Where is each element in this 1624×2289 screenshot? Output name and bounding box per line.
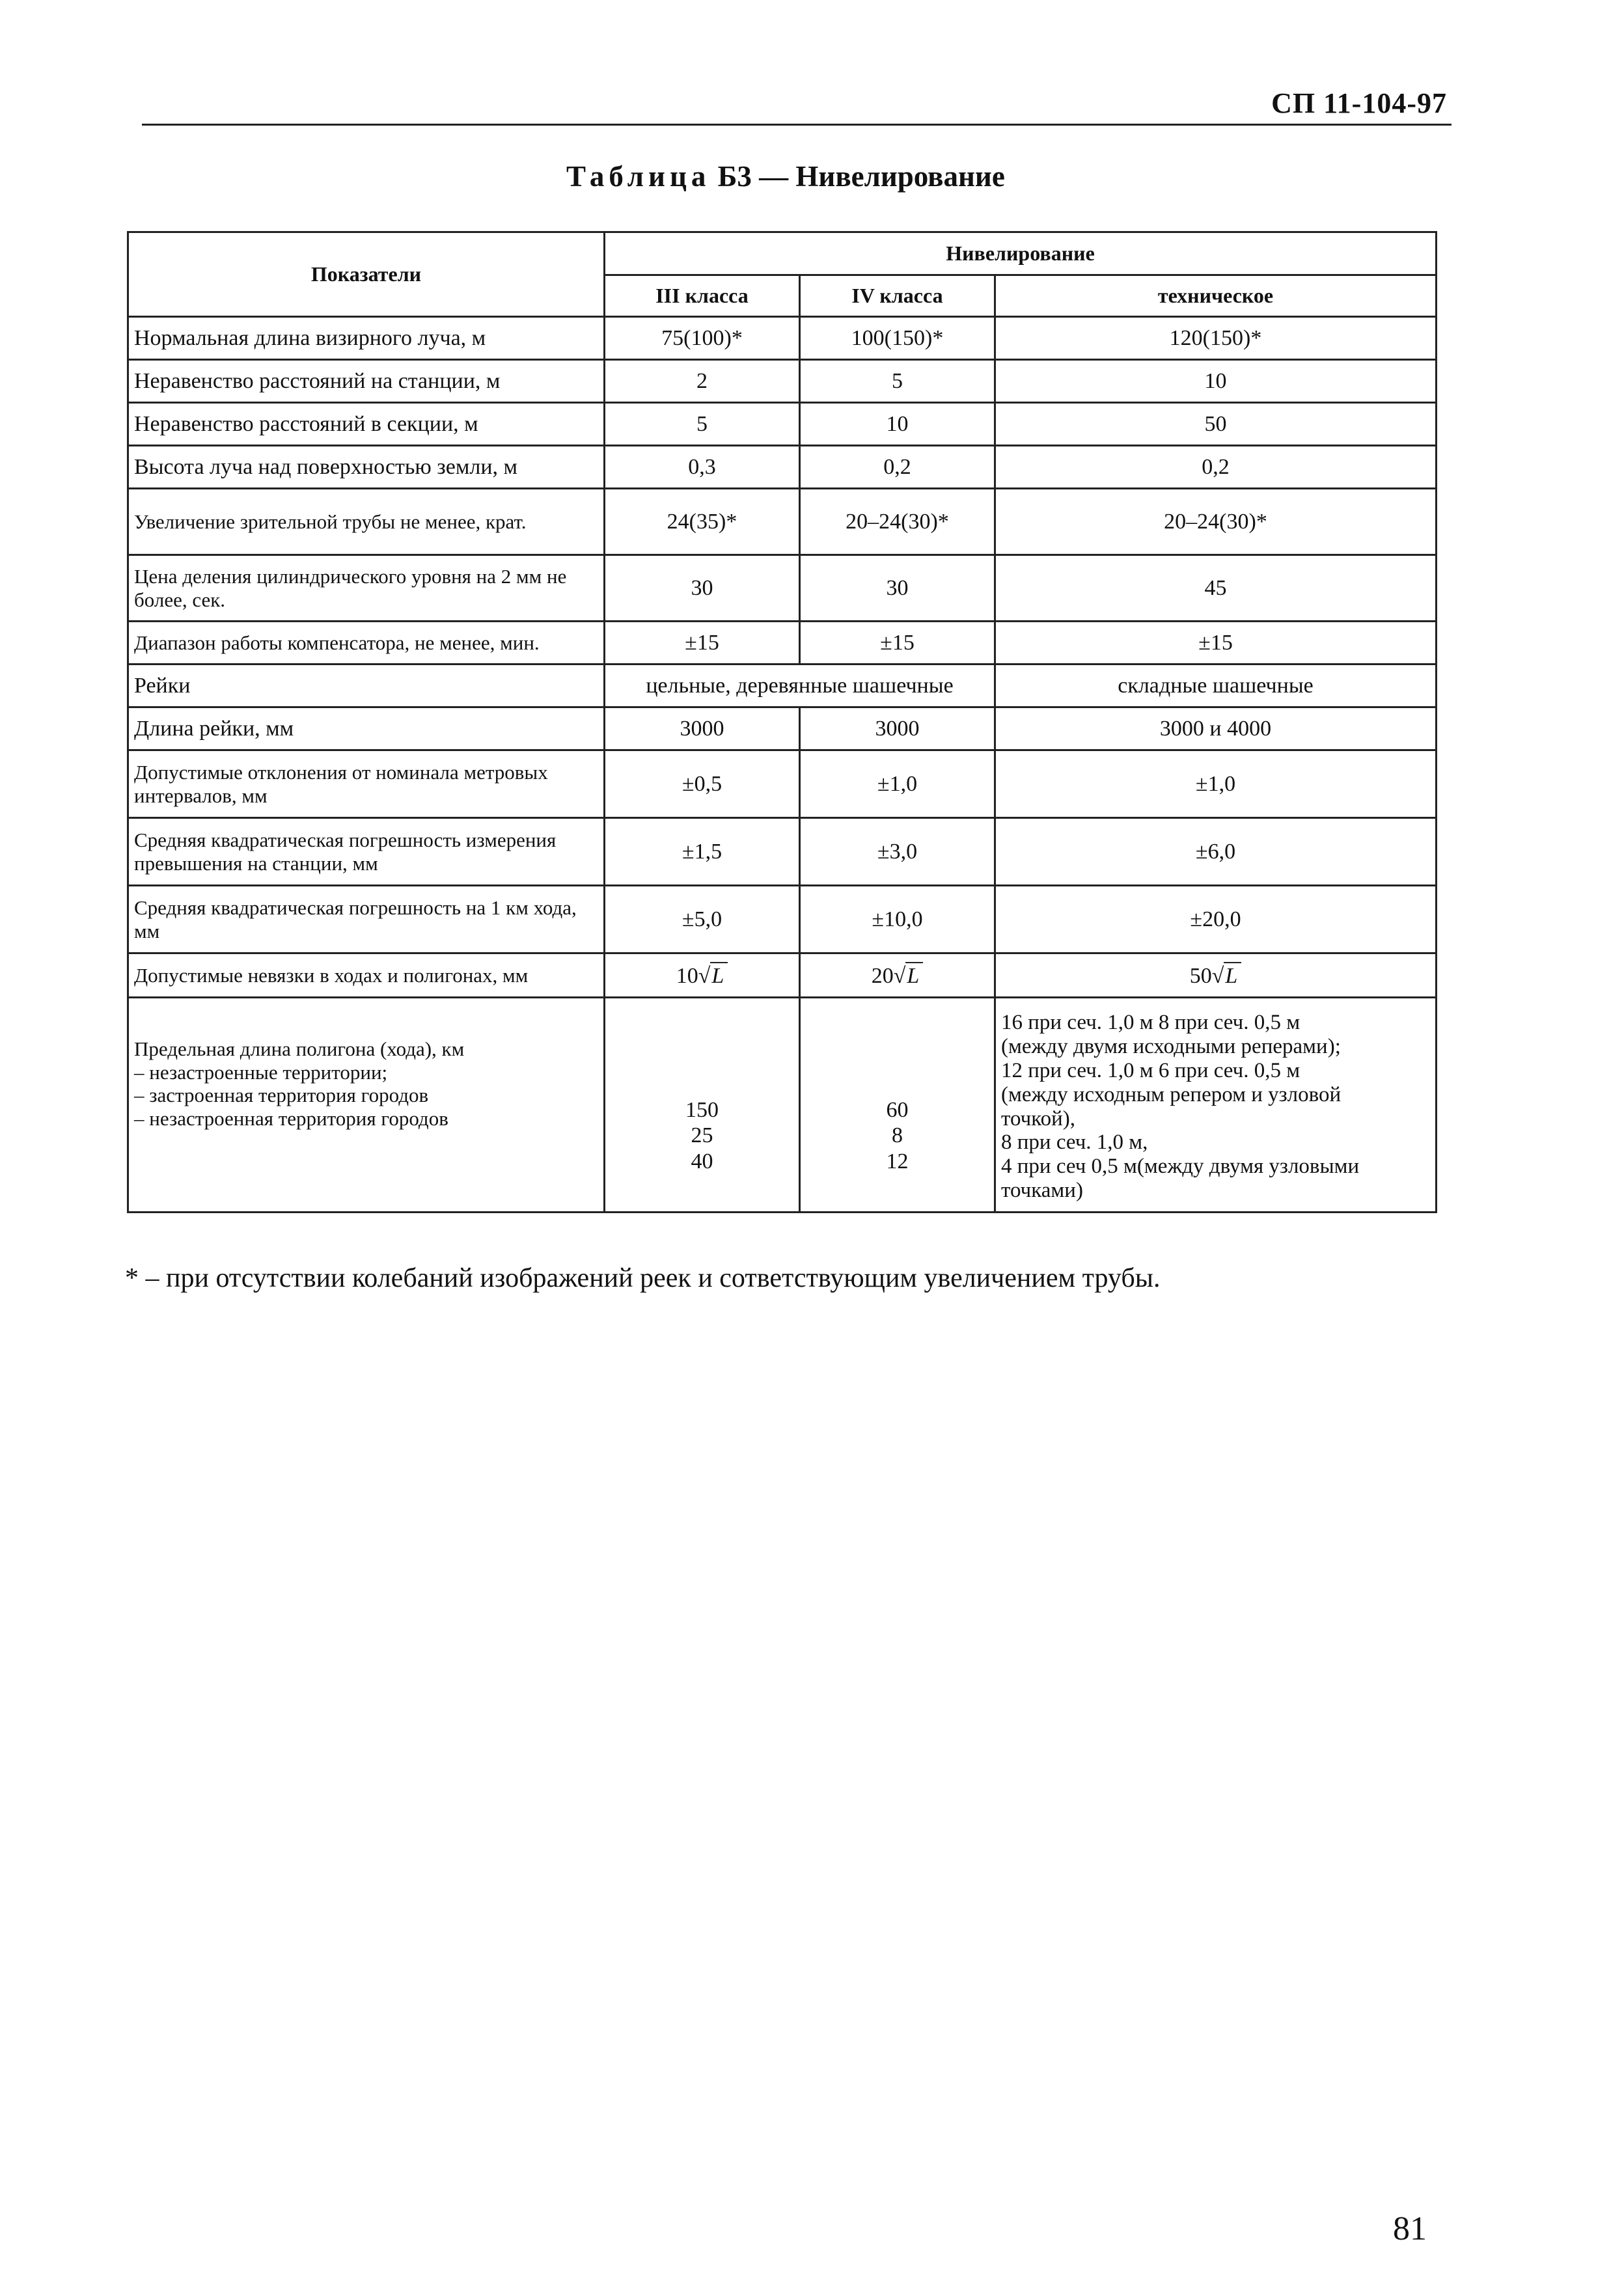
technical-note-line: 8 при сеч. 1,0 м, bbox=[1001, 1131, 1148, 1155]
table-body bbox=[128, 232, 1437, 1213]
sqrt-formula bbox=[1190, 964, 1242, 988]
technical-note-line: 12 при сеч. 1,0 м 6 при сеч. 0,5 м bbox=[1001, 1058, 1301, 1082]
table-row bbox=[128, 555, 1437, 622]
cell-technical: ±1,0 bbox=[995, 750, 1437, 818]
table-row-misclosure bbox=[128, 953, 1437, 998]
cell-class4: ±3,0 bbox=[800, 818, 995, 886]
cell-class3: 2 bbox=[605, 360, 800, 403]
polygon-value: 8 bbox=[892, 1123, 903, 1148]
header-class4: IV класса bbox=[800, 275, 995, 317]
technical-note-line: точкой), bbox=[1001, 1106, 1075, 1131]
levelling-table bbox=[127, 231, 1437, 1213]
table-row bbox=[128, 818, 1437, 886]
formula-radicand: L bbox=[710, 962, 728, 989]
table-row bbox=[128, 446, 1437, 489]
cell-technical: 0,2 bbox=[995, 446, 1437, 489]
row-label: Неравенство расстояний на станции, м bbox=[128, 360, 605, 403]
table-row-polygon bbox=[128, 998, 1437, 1213]
polygon-value: 60 bbox=[886, 1098, 909, 1123]
cell-class3: 75(100)* bbox=[605, 317, 800, 360]
table-title-prefix: Таблица bbox=[566, 160, 711, 193]
technical-note-line: (между исходным репером и узловой bbox=[1001, 1082, 1342, 1106]
cell-class3: 5 bbox=[605, 403, 800, 446]
formula-radicand: L bbox=[1224, 962, 1241, 989]
header-group: Нивелирование bbox=[605, 232, 1437, 275]
cell-class3: 24(35)* bbox=[605, 489, 800, 555]
sqrt-formula bbox=[676, 964, 728, 988]
row-label: Средняя квадратическая погрешность измерения превышения на станции, мм bbox=[128, 818, 605, 886]
header-indicator: Показатели bbox=[128, 232, 605, 317]
row-label: Неравенство расстояний в секции, м bbox=[128, 403, 605, 446]
header-rule bbox=[142, 124, 1452, 126]
formula-coefficient: 10 bbox=[676, 963, 698, 988]
sqrt-icon: √ bbox=[1211, 963, 1224, 988]
cell-classes-merged: цельные, деревянные шашечные bbox=[605, 665, 995, 707]
cell-technical: 20–24(30)* bbox=[995, 489, 1437, 555]
header-technical: техническое bbox=[995, 275, 1437, 317]
technical-note-line: (между двумя исходными реперами); bbox=[1001, 1034, 1341, 1058]
row-label bbox=[128, 998, 605, 1213]
cell-technical bbox=[995, 998, 1437, 1213]
polygon-value: 150 bbox=[685, 1098, 719, 1123]
table-row bbox=[128, 360, 1437, 403]
header-class3: III класса bbox=[605, 275, 800, 317]
cell-class4: 20–24(30)* bbox=[800, 489, 995, 555]
cell-technical: ±6,0 bbox=[995, 818, 1437, 886]
cell-class4: 30 bbox=[800, 555, 995, 622]
sqrt-formula bbox=[872, 964, 924, 988]
table-row bbox=[128, 750, 1437, 818]
cell-class4 bbox=[800, 998, 995, 1213]
cell-class4 bbox=[800, 953, 995, 998]
page-number: 81 bbox=[1393, 2210, 1427, 2247]
cell-technical: 45 bbox=[995, 555, 1437, 622]
cell-class4: ±10,0 bbox=[800, 886, 995, 953]
table-row-staffs bbox=[128, 665, 1437, 707]
row-label: Длина рейки, мм bbox=[128, 707, 605, 750]
cell-class3: 3000 bbox=[605, 707, 800, 750]
table-title-text: Б3 — Нивелирование bbox=[710, 160, 1005, 193]
polygon-label-line: – застроенная территория городов bbox=[134, 1084, 429, 1107]
row-label: Средняя квадратическая погрешность на 1 км хода, мм bbox=[128, 886, 605, 953]
row-label: Цена деления цилиндрического уровня на 2 мм не более, сек. bbox=[128, 555, 605, 622]
polygon-value: 12 bbox=[886, 1149, 909, 1173]
table-row bbox=[128, 886, 1437, 953]
row-label: Допустимые невязки в ходах и полигонах, мм bbox=[128, 953, 605, 998]
polygon-value: 25 bbox=[691, 1123, 713, 1148]
polygon-value: 40 bbox=[691, 1149, 713, 1173]
cell-technical: ±20,0 bbox=[995, 886, 1437, 953]
technical-note-line: 4 при сеч 0,5 м(между двумя узловыми bbox=[1001, 1155, 1360, 1179]
cell-technical: 10 bbox=[995, 360, 1437, 403]
polygon-label-line: – незастроенные территории; bbox=[134, 1060, 388, 1084]
cell-class3 bbox=[605, 998, 800, 1213]
document-code: СП 11-104-97 bbox=[1271, 87, 1447, 119]
formula-coefficient: 20 bbox=[871, 963, 894, 988]
cell-class3 bbox=[605, 953, 800, 998]
table-row bbox=[128, 707, 1437, 750]
cell-class3: ±15 bbox=[605, 622, 800, 665]
technical-note-line: точками) bbox=[1001, 1179, 1083, 1203]
sqrt-icon: √ bbox=[698, 963, 711, 988]
cell-class4: ±1,0 bbox=[800, 750, 995, 818]
cell-class4: 0,2 bbox=[800, 446, 995, 489]
row-label: Рейки bbox=[128, 665, 605, 707]
cell-technical: 50 bbox=[995, 403, 1437, 446]
cell-technical: ±15 bbox=[995, 622, 1437, 665]
cell-class3: ±0,5 bbox=[605, 750, 800, 818]
technical-note-line: 16 при сеч. 1,0 м 8 при сеч. 0,5 м bbox=[1001, 1010, 1301, 1034]
table-row bbox=[128, 622, 1437, 665]
footnote: * – при отсутствии колебаний изображений реек и сответствующим увеличением трубы. bbox=[125, 1263, 1161, 1293]
formula-radicand: L bbox=[905, 962, 923, 989]
cell-technical: 3000 и 4000 bbox=[995, 707, 1437, 750]
table-title bbox=[566, 159, 1005, 193]
formula-coefficient: 50 bbox=[1189, 963, 1212, 988]
table-row bbox=[128, 489, 1437, 555]
cell-class4: 3000 bbox=[800, 707, 995, 750]
header-row bbox=[128, 232, 1437, 275]
polygon-label-line: – незастроенная территория городов bbox=[134, 1106, 448, 1130]
row-label: Увеличение зрительной трубы не менее, крат. bbox=[128, 489, 605, 555]
cell-technical: 120(150)* bbox=[995, 317, 1437, 360]
cell-technical bbox=[995, 953, 1437, 998]
cell-class3: 0,3 bbox=[605, 446, 800, 489]
row-label: Допустимые отклонения от номинала метровых интервалов, мм bbox=[128, 750, 605, 818]
cell-class4: 100(150)* bbox=[800, 317, 995, 360]
polygon-label-line: Предельная длина полигона (хода), км bbox=[134, 1037, 465, 1060]
cell-class4: 5 bbox=[800, 360, 995, 403]
cell-class3: 30 bbox=[605, 555, 800, 622]
cell-technical: складные шашечные bbox=[995, 665, 1437, 707]
table-row bbox=[128, 403, 1437, 446]
sqrt-icon: √ bbox=[893, 963, 906, 988]
cell-class3: ±5,0 bbox=[605, 886, 800, 953]
row-label: Диапазон работы компенсатора, не менее, мин. bbox=[128, 622, 605, 665]
table-row bbox=[128, 317, 1437, 360]
cell-class4: ±15 bbox=[800, 622, 995, 665]
row-label: Нормальная длина визирного луча, м bbox=[128, 317, 605, 360]
row-label: Высота луча над поверхностью земли, м bbox=[128, 446, 605, 489]
cell-class4: 10 bbox=[800, 403, 995, 446]
cell-class3: ±1,5 bbox=[605, 818, 800, 886]
